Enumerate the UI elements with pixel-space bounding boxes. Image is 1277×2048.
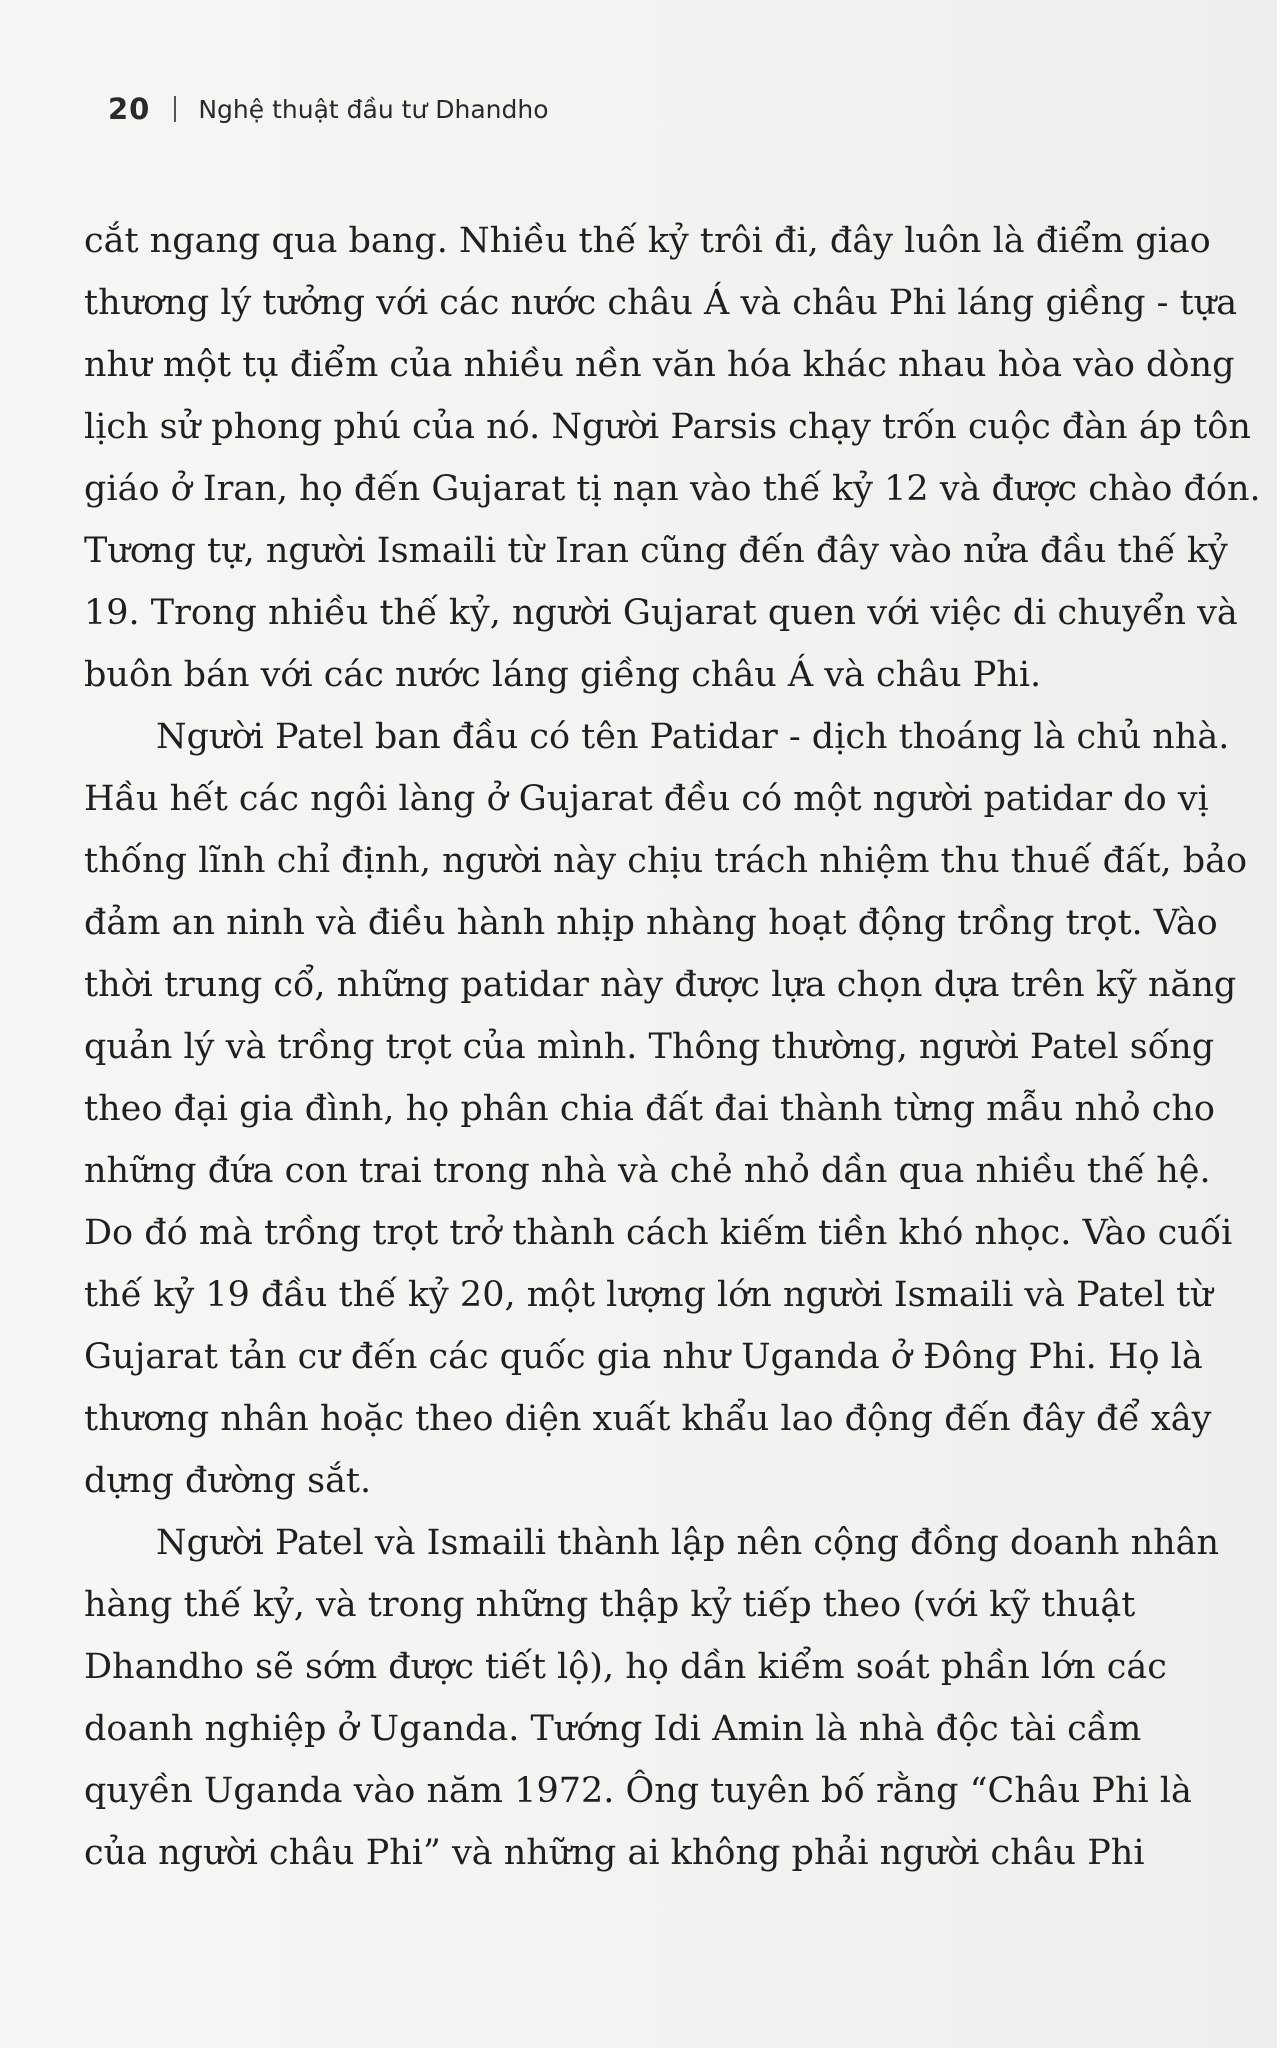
text-line: Dhandho sẽ sớm được tiết lộ), họ dần kiểm soát phần lớn các [84,1647,1167,1687]
text-line: thống lĩnh chỉ định, người này chịu trách nhiệm thu thuế đất, bảo [84,841,1248,881]
text-line: thương nhân hoặc theo diện xuất khẩu lao động đến đây để xây [84,1399,1212,1439]
text-line: cắt ngang qua bang. Nhiều thế kỷ trôi đi, đây luôn là điểm giao [84,221,1211,261]
text-line: đảm an ninh và điều hành nhịp nhàng hoạt động trồng trọt. Vào [84,903,1218,943]
text-line: hàng thế kỷ, và trong những thập kỷ tiếp theo (với kỹ thuật [84,1585,1136,1625]
text-line: giáo ở Iran, họ đến Gujarat tị nạn vào thế kỷ 12 và được chào đón. [84,469,1261,509]
text-line: của người châu Phi” và những ai không phải người châu Phi [84,1833,1145,1873]
text-line: Tương tự, người Ismaili từ Iran cũng đến đây vào nửa đầu thế kỷ [84,531,1228,571]
text-line: Gujarat tản cư đến các quốc gia như Uganda ở Đông Phi. Họ là [84,1337,1203,1377]
text-line: như một tụ điểm của nhiều nền văn hóa khác nhau hòa vào dòng [84,345,1235,385]
text-line: Hầu hết các ngôi làng ở Gujarat đều có một người patidar do vị [84,779,1209,819]
text-line: lịch sử phong phú của nó. Người Parsis chạy trốn cuộc đàn áp tôn [84,407,1251,447]
text-line: Người Patel và Ismaili thành lập nên cộng đồng doanh nhân [156,1523,1220,1563]
paragraph-3 [84,1512,1220,1884]
text-line: thế kỷ 19 đầu thế kỷ 20, một lượng lớn người Ismaili và Patel từ [84,1275,1213,1315]
text-line: những đứa con trai trong nhà và chẻ nhỏ dần qua nhiều thế hệ. [84,1151,1211,1191]
body-text [84,210,1261,1884]
text-line: theo đại gia đình, họ phân chia đất đai thành từng mẫu nhỏ cho [84,1089,1215,1129]
page-number: 20 [108,92,151,126]
text-line: thời trung cổ, những patidar này được lựa chọn dựa trên kỹ năng [84,965,1237,1005]
text-line: doanh nghiệp ở Uganda. Tướng Idi Amin là nhà độc tài cầm [84,1709,1142,1749]
book-title: Nghệ thuật đầu tư Dhandho [198,94,549,124]
text-line: dựng đường sắt. [84,1461,372,1501]
text-line: thương lý tưởng với các nước châu Á và châu Phi láng giềng - tựa [84,283,1238,323]
paragraph-1 [84,210,1261,706]
running-header [108,84,549,134]
paragraph-2 [84,706,1248,1512]
header-divider [174,96,176,122]
text-line: Người Patel ban đầu có tên Patidar - dịch thoáng là chủ nhà. [156,717,1230,757]
text-line: buôn bán với các nước láng giềng châu Á và châu Phi. [84,655,1042,695]
text-line: 19. Trong nhiều thế kỷ, người Gujarat quen với việc di chuyển và [84,593,1238,633]
text-line: quản lý và trồng trọt của mình. Thông thường, người Patel sống [84,1027,1215,1067]
text-line: Do đó mà trồng trọt trở thành cách kiếm tiền khó nhọc. Vào cuối [84,1213,1233,1253]
text-line: quyền Uganda vào năm 1972. Ông tuyên bố rằng “Châu Phi là [84,1771,1192,1811]
